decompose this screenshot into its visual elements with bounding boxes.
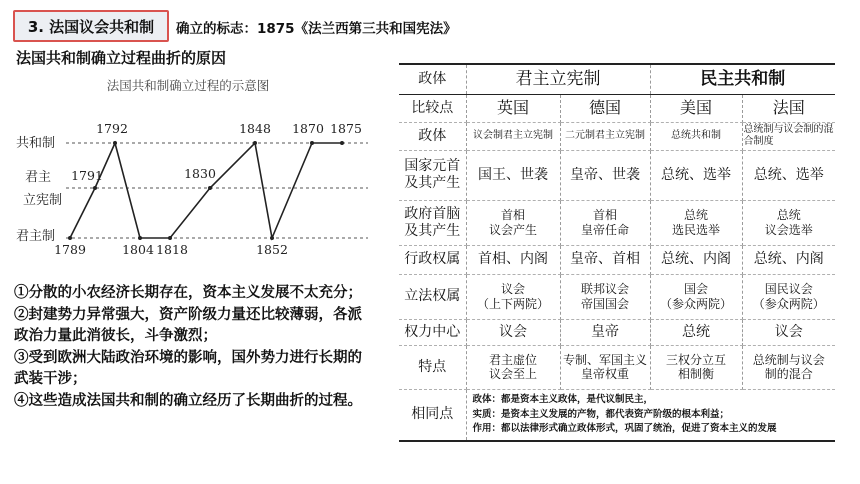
cell-line: 帝国国会 <box>580 296 629 311</box>
row-label-head-of-state: 国家元首及其产生 <box>399 150 466 200</box>
cell-line: 联邦议会 <box>580 282 629 297</box>
cell-head-of-government-uk <box>466 200 560 245</box>
header-constitutional-monarchy: 君主立宪制 <box>466 64 650 94</box>
year-label-1792: 1792 <box>96 121 128 136</box>
year-label-1875: 1875 <box>330 121 362 136</box>
level-label-constitutional-b: 立宪制 <box>23 193 63 208</box>
point-1870 <box>310 141 314 145</box>
cell-characteristics-germany <box>560 345 650 389</box>
year-label-1830: 1830 <box>184 166 216 181</box>
republic-process-graph <box>0 68 380 268</box>
level-label-monarchy: 君主制 <box>16 229 56 244</box>
cell-regime-germany: 二元制君主立宪制 <box>560 122 650 150</box>
subtitle: 法国共和制确立过程曲折的原因 <box>16 49 227 67</box>
year-label-1789: 1789 <box>54 242 86 257</box>
cell-line: 首相 <box>500 208 525 223</box>
year-label-1870: 1870 <box>292 121 324 136</box>
country-uk: 英国 <box>466 94 560 122</box>
cell-line: 皇帝任命 <box>580 222 629 237</box>
year-label-1848: 1848 <box>239 121 271 136</box>
point-1792 <box>113 141 117 145</box>
reason-item: ①分散的小农经济长期存在，资本主义发展不太充分； <box>14 284 362 301</box>
point-1830 <box>208 186 212 190</box>
cell-line: （参众两院） <box>752 296 825 311</box>
level-label-republic: 共和制 <box>16 136 56 151</box>
point-1852 <box>270 236 274 240</box>
reasons-list <box>14 282 368 412</box>
row-label-head-of-government: 政府首脑及其产生 <box>399 200 466 245</box>
similarity-line: 实质：是资本主义发展的产物，都代表资产阶级的根本利益； <box>472 408 730 420</box>
cell-line: （参众两院） <box>659 296 732 311</box>
cell-line: 议会 <box>500 282 525 297</box>
point-1875 <box>340 141 344 145</box>
cell-line: 相制衡 <box>677 367 714 381</box>
point-1804 <box>138 236 142 240</box>
process-line <box>70 143 342 238</box>
point-1789 <box>68 236 72 240</box>
cell-legislative-germany <box>560 274 650 319</box>
cell-executive-germany: 皇帝、首相 <box>560 245 650 274</box>
establishment-note: 确立的标志：1875《法兰西第三共和国宪法》 <box>176 21 457 37</box>
cell-head-of-government-germany <box>560 200 650 245</box>
point-1818 <box>168 236 172 240</box>
row-label-characteristics: 特点 <box>399 345 466 389</box>
cell-executive-uk: 首相、内阁 <box>466 245 560 274</box>
cell-line: 国会 <box>683 282 708 297</box>
cell-line: 总统制与议会 <box>752 352 825 367</box>
cell-line: 专制、军国主义 <box>562 352 647 367</box>
cell-head-of-government-france <box>742 200 835 245</box>
cell-characteristics-uk <box>466 345 560 389</box>
reason-item: ③受到欧洲大陆政治环境的影响，国外势力进行长期的武装干涉； <box>14 348 362 388</box>
cell-line: 议会产生 <box>488 222 537 237</box>
cell-regime-france: 总统制与议会制的混合制度 <box>742 122 835 150</box>
year-label-1818: 1818 <box>156 242 188 257</box>
row-label-regime: 政体 <box>399 122 466 150</box>
header-regime: 政体 <box>399 64 466 94</box>
similarity-line: 作用：都以法律形式确立政体形式，巩固了统治，促进了资本主义的发展 <box>472 422 777 434</box>
cell-line: 总统 <box>683 208 708 223</box>
cell-line: 选民选举 <box>671 222 720 237</box>
row-label-similarities: 相同点 <box>399 389 466 441</box>
row-label-legislative-power: 立法权属 <box>399 274 466 319</box>
cell-similarities <box>466 389 835 441</box>
country-germany: 德国 <box>560 94 650 122</box>
cell-power-center-uk: 议会 <box>466 319 560 345</box>
cell-power-center-germany: 皇帝 <box>560 319 650 345</box>
level-label-constitutional-a: 君主 <box>25 170 52 185</box>
header-compare: 比较点 <box>399 94 466 122</box>
row-label-power-center: 权力中心 <box>399 319 466 345</box>
cell-line: 皇帝权重 <box>580 367 629 381</box>
cell-line: 总统 <box>776 208 801 223</box>
cell-head-of-state-usa: 总统、选举 <box>650 150 742 200</box>
cell-power-center-usa: 总统 <box>650 319 742 345</box>
country-usa: 美国 <box>650 94 742 122</box>
cell-line: 议会选举 <box>764 222 813 237</box>
point-1791 <box>93 186 97 190</box>
similarity-line: 政体：都是资本主义政体，是代议制民主， <box>472 394 654 406</box>
country-france: 法国 <box>742 94 835 122</box>
cell-line: 议会至上 <box>488 367 537 381</box>
reason-item: ④这些造成法国共和制的确立经历了长期曲折的过程。 <box>14 391 362 409</box>
comparison-table <box>399 63 835 442</box>
cell-regime-uk: 议会制君主立宪制 <box>466 122 560 150</box>
section-title: 3. 法国议会共和制 <box>13 10 169 42</box>
cell-executive-usa: 总统、内阁 <box>650 245 742 274</box>
cell-head-of-state-france: 总统、选举 <box>742 150 835 200</box>
reason-item: ②封建势力异常强大，资产阶级力量还比较薄弱，各派政治力量此消彼长，斗争激烈； <box>14 305 362 345</box>
cell-line: 三权分立互 <box>665 352 726 367</box>
cell-characteristics-usa <box>650 345 742 389</box>
cell-line: 首相 <box>592 208 617 223</box>
cell-head-of-government-usa <box>650 200 742 245</box>
cell-legislative-usa <box>650 274 742 319</box>
cell-line: 制的混合 <box>764 367 813 381</box>
year-label-1804: 1804 <box>122 242 154 257</box>
cell-regime-usa: 总统共和制 <box>650 122 742 150</box>
cell-characteristics-france <box>742 345 835 389</box>
cell-line: 君主虚位 <box>488 352 537 367</box>
row-label-executive-power: 行政权属 <box>399 245 466 274</box>
cell-line: （上下两院） <box>476 296 549 311</box>
cell-head-of-state-uk: 国王、世袭 <box>466 150 560 200</box>
cell-legislative-uk <box>466 274 560 319</box>
year-label-1852: 1852 <box>256 242 288 257</box>
cell-line: 国民议会 <box>764 282 813 297</box>
cell-power-center-france: 议会 <box>742 319 835 345</box>
year-label-1791: 1791 <box>71 168 103 183</box>
point-1848 <box>253 141 257 145</box>
header-democratic-republic: 民主共和制 <box>650 64 835 94</box>
cell-legislative-france <box>742 274 835 319</box>
cell-head-of-state-germany: 皇帝、世袭 <box>560 150 650 200</box>
graph-title: 法国共和制确立过程的示意图 <box>106 78 270 93</box>
cell-executive-france: 总统、内阁 <box>742 245 835 274</box>
